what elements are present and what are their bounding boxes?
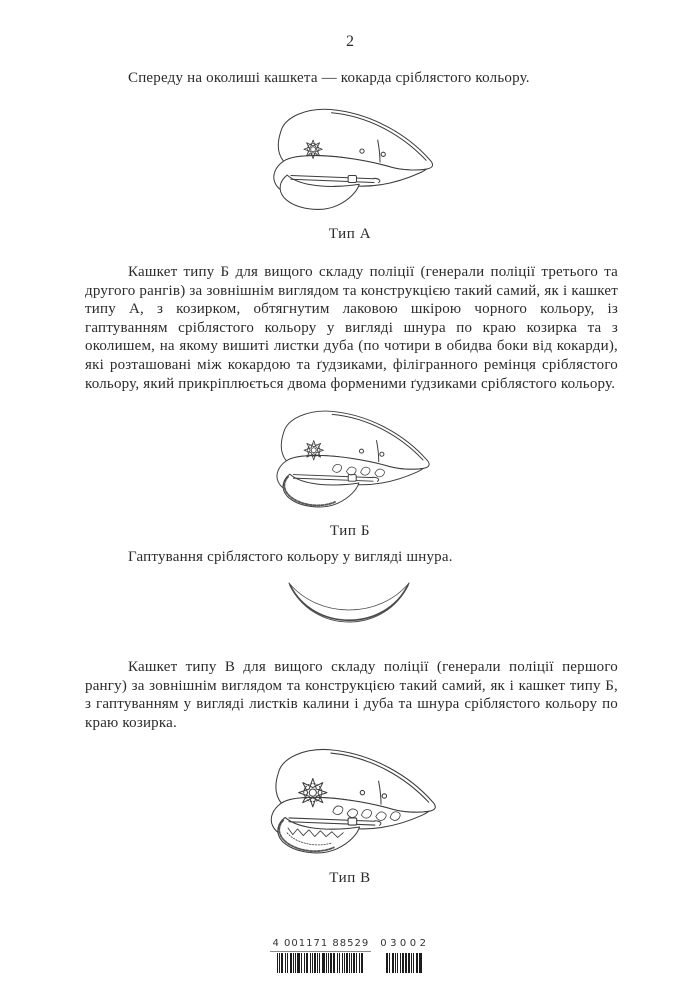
figure-cap-type-v (0, 744, 700, 887)
cap-type-b-illustration (230, 406, 470, 521)
figure-caption: Тип А (328, 226, 372, 242)
barcode-addon-bars (386, 953, 423, 973)
figure-cord (0, 575, 700, 639)
cord-note-paragraph: Гаптування сріблястого кольору у вигляді шнура. (128, 549, 453, 565)
paragraph-type-v: Кашкет типу В для вищого складу поліції (генерали поліції першого рангу) за зовнішнім виглядом та конструкцією такий самий, як і кашкет типу Б, з гаптуванням у вигляді листків калини і дуба та шнура сріблястого кольору по краю козирка. (85, 659, 618, 731)
barcode-main-digits: 4 001171 88529 (270, 938, 371, 952)
figure-caption: Тип В (329, 870, 371, 886)
intro-paragraph: Спереду на околиші кашкета — кокарда сріблястого кольору. (128, 70, 530, 86)
barcode-main-group (270, 938, 371, 973)
barcode (0, 938, 700, 973)
cap-type-a-illustration (230, 104, 470, 224)
figure-cap-type-b (0, 406, 700, 540)
page-number: 2 (346, 33, 354, 50)
figure-caption: Тип Б (329, 523, 371, 539)
cord-illustration (284, 575, 416, 639)
barcode-addon-group (380, 938, 429, 973)
cap-type-v-illustration (230, 744, 470, 868)
paragraph-type-b: Кашкет типу Б для вищого складу поліції (генерали поліції третього та другого рангів) за зовнішнім виглядом та конструкцією такий самий, як і кашкет типу А, з козирком, обтягнутим лаковою шкірою чорного кольору, із гаптуванням сріблястого кольору у вигляді шнура по краю козирка та з околишем, на якому вишиті листки дуба (по чотири в обидва боки від кокарди), які розташовані між кокардою та ґудзиками, філігранного ремінця сріблястого кольору, який прикріплюється двома форменими ґудзиками сріблястого кольору. (85, 264, 618, 392)
barcode-main-bars (277, 953, 364, 973)
figure-cap-type-a (0, 104, 700, 243)
barcode-addon-digits: 03002 (380, 938, 430, 949)
